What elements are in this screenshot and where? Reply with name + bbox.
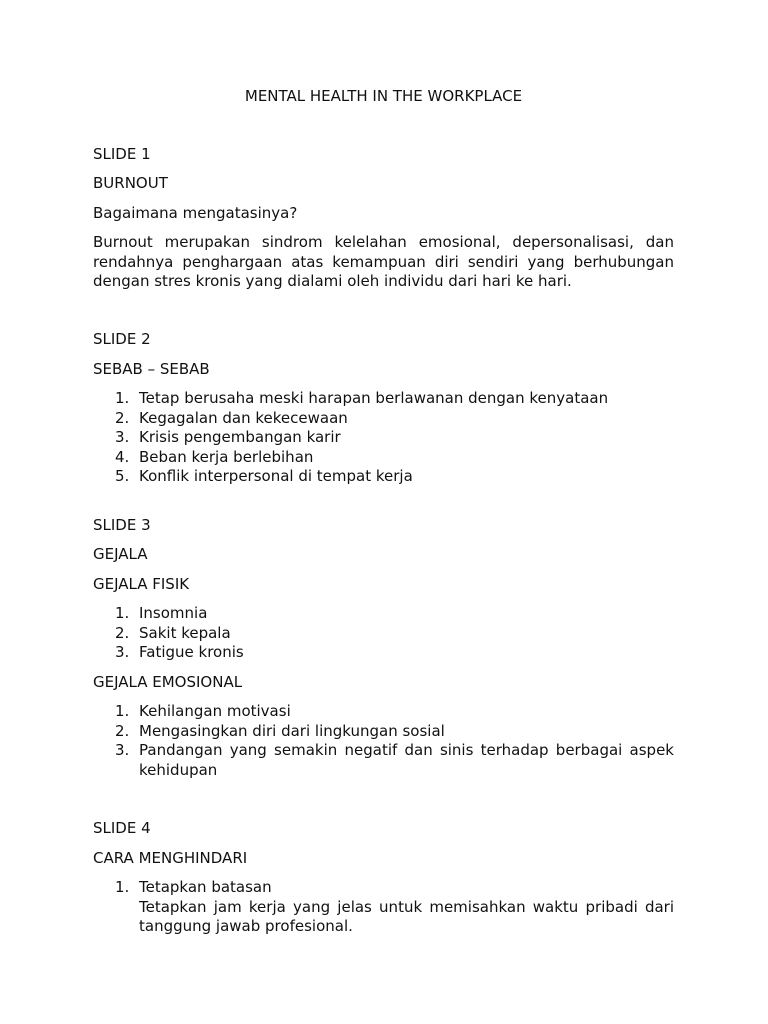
slide1-heading: SLIDE 1	[93, 145, 151, 163]
list-item: 3. Pandangan yang semakin negatif dan sinis terhadap berbagai aspek kehidupan	[115, 741, 674, 779]
list-item: 1. Tetap berusaha meski harapan berlawanan dengan kenyataan	[115, 389, 609, 407]
slide1-body: Burnout merupakan sindrom kelelahan emosional, depersonalisasi, dan rendahnya penghargaan atas kemampuan diri sendiri yang berhubungan dengan stres kronis yang dialami oleh individu dari hari ke hari.	[93, 233, 674, 290]
list-item: 3. Fatigue kronis	[115, 643, 244, 661]
slide4-heading: SLIDE 4	[93, 819, 151, 837]
slide2-causes-list	[93, 389, 674, 487]
slide3-topic: GEJALA	[93, 545, 148, 563]
list-item: 5. Konflik interpersonal di tempat kerja	[115, 467, 413, 485]
slide1-question: Bagaimana mengatasinya?	[93, 204, 298, 222]
list-item: 1. Insomnia	[115, 604, 208, 622]
slide2-heading: SLIDE 2	[93, 330, 151, 348]
slide4-prevention-list	[93, 878, 674, 937]
slide2-topic: SEBAB – SEBAB	[93, 360, 210, 378]
slide3-heading: SLIDE 3	[93, 516, 151, 534]
list-item: 2. Sakit kepala	[115, 623, 231, 642]
document-title: MENTAL HEALTH IN THE WORKPLACE	[244, 87, 523, 105]
list-item-detail: Tetapkan jam kerja yang jelas untuk memisahkan waktu pribadi dari tanggung jawab profesional.	[139, 897, 674, 935]
list-item: 1. Kehilangan motivasi	[115, 702, 291, 720]
slide3-physical-heading: GEJALA FISIK	[93, 575, 190, 593]
list-item: 2. Mengasingkan diri dari lingkungan sosial	[115, 721, 445, 740]
slide3-emotional-list	[93, 702, 674, 780]
slide4-topic: CARA MENGHINDARI	[93, 849, 248, 867]
list-item: 1. Tetapkan batasan Tetapkan jam kerja yang jelas untuk memisahkan waktu pribadi dari tanggung jawab profesional.	[115, 878, 674, 935]
slide3-emotional-heading: GEJALA EMOSIONAL	[93, 673, 243, 691]
slide1-topic: BURNOUT	[93, 174, 168, 192]
list-item: 4. Beban kerja berlebihan	[115, 447, 314, 466]
slide3-physical-list	[93, 604, 674, 663]
list-item: 2. Kegagalan dan kekecewaan	[115, 408, 348, 427]
list-item: 3. Krisis pengembangan karir	[115, 428, 341, 446]
